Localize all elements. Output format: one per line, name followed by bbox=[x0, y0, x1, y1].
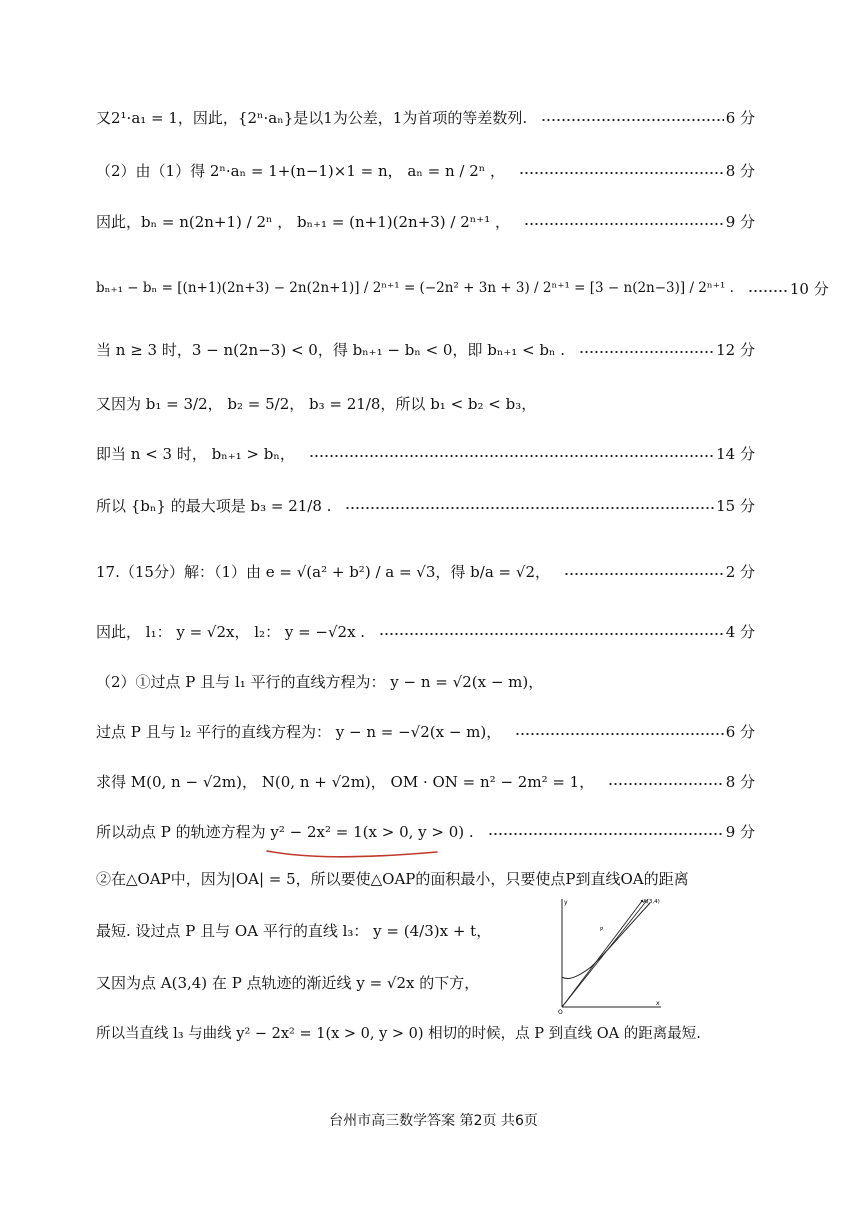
solution-line-2 bbox=[96, 147, 755, 193]
score-label: 6 分 bbox=[725, 722, 755, 741]
line-text: 又因为 b₁ = 3/2， b₂ = 5/2， b₃ = 21/8，所以 b₁ < b₂ < b₃， bbox=[96, 394, 537, 413]
score-label: 9 分 bbox=[725, 212, 755, 231]
line-text: （2）由（1）得 2ⁿ·aₙ = 1+(n−1)×1 = n， aₙ = n / 2ⁿ ， bbox=[96, 161, 506, 180]
leader-dots bbox=[345, 507, 714, 509]
hyperbola-curve bbox=[562, 903, 650, 979]
leader-dots bbox=[488, 833, 724, 835]
paragraph-line-2: 最短. 设过点 P 且与 OA 平行的直线 l₃： y = (4/3)x + t， bbox=[96, 922, 492, 940]
line-oa bbox=[562, 901, 642, 1007]
line-text: 因此，bₙ = n(2n+1) / 2ⁿ ， bₙ₊₁ = (n+1)(2n+3) / 2ⁿ⁺¹ ， bbox=[96, 212, 510, 231]
leader-dots bbox=[541, 119, 724, 121]
line-text: 求得 M(0, n − √2m)， N(0, n + √2m)， OM · ON = n² − 2m² = 1， bbox=[96, 772, 595, 791]
line-text: 所以动点 P 的轨迹方程为 y² − 2x² = 1(x > 0, y > 0) . bbox=[96, 822, 474, 841]
solution-line-7 bbox=[96, 436, 755, 470]
leader-dots bbox=[519, 172, 724, 174]
line-text: 因此， l₁： y = √2x， l₂： y = −√2x . bbox=[96, 622, 366, 641]
solution-line-9 bbox=[96, 548, 755, 594]
score-label: 10 分 bbox=[789, 279, 829, 298]
leader-dots bbox=[748, 290, 788, 292]
page-footer: 台州市高三数学答案 第2页 共6页 bbox=[329, 1113, 538, 1129]
paragraph-line-1: ②在△OAP中，因为|OA| = 5，所以要使△OAP的面积最小，只要使点P到直线OA的距离 bbox=[96, 870, 689, 888]
solution-line-6 bbox=[96, 380, 755, 426]
line-text: 所以 {bₙ} 的最大项是 b₃ = 21/8 . bbox=[96, 496, 332, 515]
leader-dots bbox=[309, 455, 714, 457]
paragraph-line-3: 又因为点 A(3,4) 在 P 点轨迹的渐近线 y = √2x 的下方， bbox=[96, 974, 480, 992]
score-label: 8 分 bbox=[725, 161, 755, 180]
solution-line-13 bbox=[96, 764, 755, 798]
solution-line-12 bbox=[96, 714, 755, 748]
y-axis-label: y bbox=[564, 899, 568, 906]
point-p-label: P bbox=[600, 927, 604, 933]
leader-dots bbox=[379, 633, 724, 635]
score-label: 14 分 bbox=[716, 444, 755, 463]
solution-line-10 bbox=[96, 614, 755, 648]
asymptote-line bbox=[562, 899, 648, 1007]
solution-line-14 bbox=[96, 814, 755, 848]
leader-dots bbox=[564, 573, 724, 575]
leader-dots bbox=[579, 351, 714, 353]
x-axis-label: x bbox=[656, 1000, 660, 1007]
line-text: 过点 P 且与 l₂ 平行的直线方程为： y − n = −√2(x − m)， bbox=[96, 722, 502, 741]
paragraph-line-4: 所以当直线 l₃ 与曲线 y² − 2x² = 1(x > 0, y > 0) 相切的时候，点 P 到直线 OA 的距离最短. bbox=[96, 1026, 701, 1042]
leader-dots bbox=[515, 733, 723, 735]
score-label: 4 分 bbox=[725, 622, 755, 641]
solution-line-4 bbox=[96, 265, 829, 311]
origin-label: O bbox=[558, 1009, 563, 1016]
leader-dots bbox=[524, 223, 724, 225]
hyperbola-figure bbox=[546, 895, 666, 1015]
solution-line-11 bbox=[96, 664, 755, 698]
line-text: （2）①过点 P 且与 l₁ 平行的直线方程为： y − n = √2(x − m)， bbox=[96, 672, 544, 691]
score-label: 8 分 bbox=[725, 772, 755, 791]
point-a-label: A(3,4) bbox=[643, 899, 660, 905]
line-text: 又2¹·a₁ = 1，因此，{2ⁿ·aₙ}是以1为公差，1为首项的等差数列. bbox=[96, 108, 528, 127]
solution-line-1 bbox=[96, 100, 755, 134]
line-text: 当 n ≥ 3 时，3 − n(2n−3) < 0，得 bₙ₊₁ − bₙ < 0，即 bₙ₊₁ < bₙ . bbox=[96, 340, 565, 359]
score-label: 2 分 bbox=[725, 562, 755, 581]
leader-dots bbox=[608, 783, 723, 785]
handwritten-underline bbox=[265, 846, 440, 860]
solution-line-5 bbox=[96, 332, 755, 366]
score-label: 6 分 bbox=[725, 108, 755, 127]
score-label: 15 分 bbox=[716, 496, 755, 515]
line-text: 17.（15分）解：（1）由 e = √(a² + b²) / a = √3，得 b/a = √2， bbox=[96, 562, 550, 581]
score-label: 12 分 bbox=[716, 340, 755, 359]
solution-line-8 bbox=[96, 482, 755, 528]
line-text: 即当 n < 3 时， bₙ₊₁ > bₙ， bbox=[96, 444, 295, 463]
solution-line-3 bbox=[96, 198, 755, 244]
score-label: 9 分 bbox=[725, 822, 755, 841]
line-text: bₙ₊₁ − bₙ = [(n+1)(2n+3) − 2n(2n+1)] / 2ⁿ⁺¹ = (−2n² + 3n + 3) / 2ⁿ⁺¹ = [3 − n(2n−3)] / 2ⁿ⁺¹ . bbox=[96, 280, 734, 296]
